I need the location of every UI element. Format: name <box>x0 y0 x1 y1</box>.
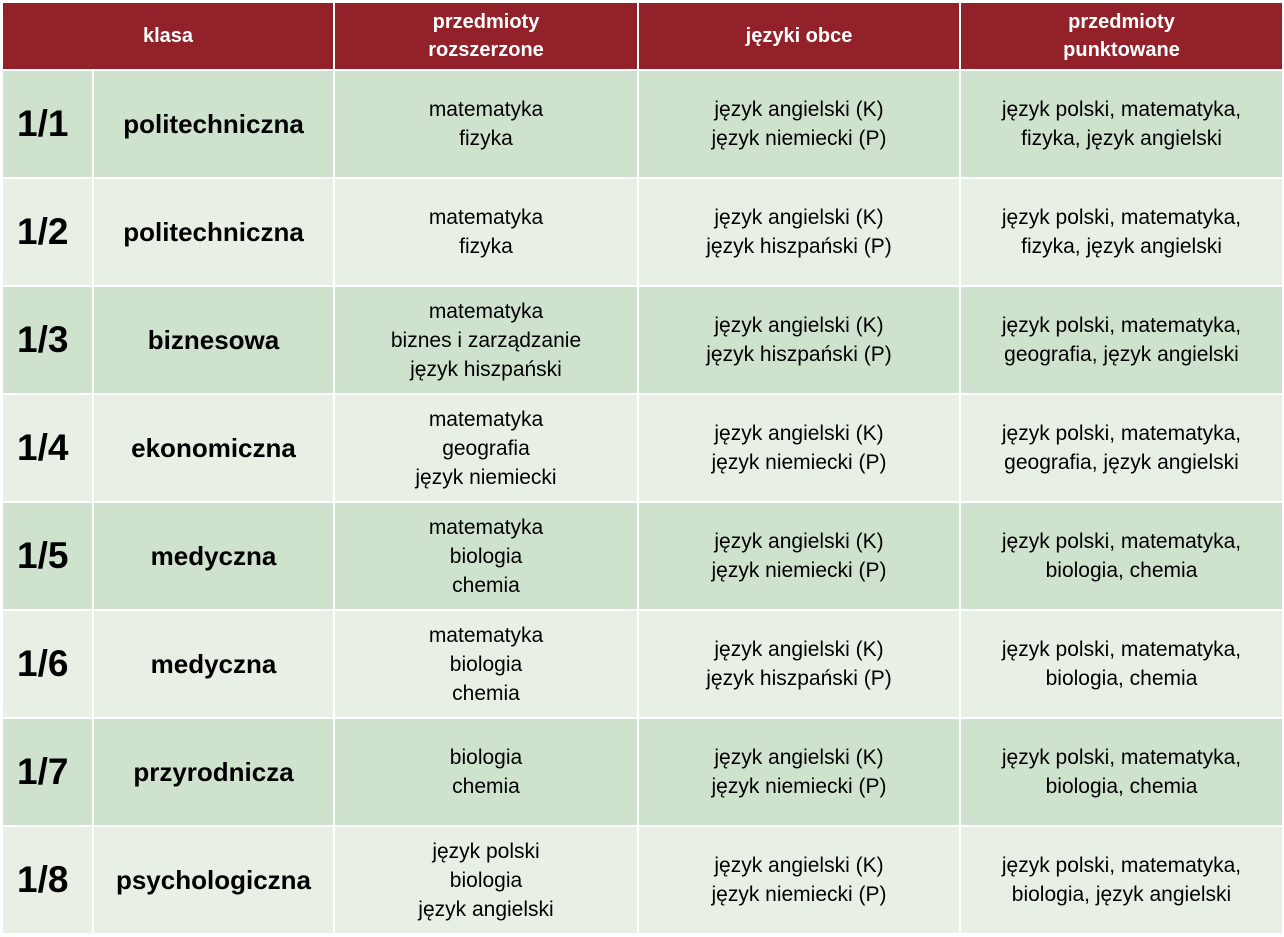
class-profile: politechniczna <box>93 70 334 178</box>
scored-subjects-cell <box>960 826 1283 934</box>
class-number: 1/7 <box>2 718 93 826</box>
extended-subject: matematyka <box>428 98 544 121</box>
extended-subject: język hiszpański <box>410 357 562 381</box>
foreign-language: język angielski (K) <box>714 422 884 445</box>
class-profile: medyczna <box>93 610 334 718</box>
scored-subjects-line: język polski, matematyka, <box>1001 422 1242 445</box>
scored-subjects-cell <box>960 502 1283 610</box>
extended-subject: chemia <box>452 573 520 597</box>
header-przedmioty-punktowane: przedmioty punktowane <box>960 2 1283 70</box>
scored-subjects-line: biologia, chemia <box>1045 559 1198 582</box>
scored-subjects-line: język polski, matematyka, <box>1001 854 1242 877</box>
table-row <box>2 178 1283 286</box>
extended-subject: matematyka <box>428 515 544 539</box>
extended-subject: fizyka <box>459 235 513 258</box>
foreign-language: język angielski (K) <box>714 206 884 229</box>
foreign-language: język angielski (K) <box>714 314 884 337</box>
foreign-languages-cell <box>638 502 960 610</box>
extended-subject: geografia <box>442 436 530 460</box>
foreign-language: język hiszpański (P) <box>706 667 892 690</box>
foreign-languages-cell <box>638 394 960 502</box>
extended-subjects-cell <box>334 826 638 934</box>
scored-subjects-line: język polski, matematyka, <box>1001 98 1242 121</box>
class-profile: przyrodnicza <box>93 718 334 826</box>
table-row <box>2 502 1283 610</box>
extended-subject: biologia <box>449 868 523 892</box>
extended-subject: biologia <box>449 652 523 676</box>
scored-subjects-line: język polski, matematyka, <box>1001 314 1242 337</box>
foreign-languages-cell <box>638 826 960 934</box>
class-number: 1/6 <box>2 610 93 718</box>
extended-subjects-cell <box>334 502 638 610</box>
extended-subject: język angielski <box>418 897 554 921</box>
class-profile: ekonomiczna <box>93 394 334 502</box>
extended-subject: biologia <box>449 746 523 769</box>
scored-subjects-line: biologia, chemia <box>1045 775 1198 798</box>
extended-subject: matematyka <box>428 299 544 323</box>
foreign-languages-cell <box>638 610 960 718</box>
header-klasa: klasa <box>2 2 334 70</box>
foreign-language: język hiszpański (P) <box>706 343 892 366</box>
scored-subjects-line: fizyka, język angielski <box>1021 127 1222 150</box>
foreign-language: język niemiecki (P) <box>711 451 887 474</box>
extended-subject: chemia <box>452 681 520 705</box>
scored-subjects-line: geografia, język angielski <box>1004 451 1239 474</box>
extended-subject: biznes i zarządzanie <box>390 328 582 352</box>
foreign-language: język angielski (K) <box>714 854 884 877</box>
table-header <box>2 2 1283 70</box>
scored-subjects-line: biologia, chemia <box>1045 667 1198 690</box>
scored-subjects-cell <box>960 718 1283 826</box>
extended-subjects-cell <box>334 70 638 178</box>
foreign-language: język niemiecki (P) <box>711 559 887 582</box>
foreign-language: język hiszpański (P) <box>706 235 892 258</box>
extended-subjects-cell <box>334 718 638 826</box>
table-row <box>2 826 1283 934</box>
foreign-languages-cell <box>638 718 960 826</box>
extended-subjects-cell <box>334 394 638 502</box>
class-number: 1/1 <box>2 70 93 178</box>
table-row <box>2 286 1283 394</box>
header-przedmioty-rozszerzone: przedmioty rozszerzone <box>334 2 638 70</box>
class-number: 1/3 <box>2 286 93 394</box>
extended-subject: matematyka <box>428 623 544 647</box>
scored-subjects-cell <box>960 610 1283 718</box>
foreign-language: język angielski (K) <box>714 530 884 553</box>
table-row <box>2 718 1283 826</box>
extended-subject: matematyka <box>428 206 544 229</box>
class-profiles-table <box>1 1 1284 935</box>
scored-subjects-line: biologia, język angielski <box>1011 883 1232 906</box>
class-profile: politechniczna <box>93 178 334 286</box>
extended-subjects-cell <box>334 286 638 394</box>
foreign-language: język angielski (K) <box>714 746 884 769</box>
extended-subject: chemia <box>452 775 520 798</box>
class-number: 1/2 <box>2 178 93 286</box>
foreign-languages-cell <box>638 286 960 394</box>
scored-subjects-cell <box>960 178 1283 286</box>
scored-subjects-cell <box>960 286 1283 394</box>
foreign-language: język niemiecki (P) <box>711 775 887 798</box>
class-profile: medyczna <box>93 502 334 610</box>
foreign-language: język niemiecki (P) <box>711 883 887 906</box>
header-jezyki-obce: języki obce <box>638 2 960 70</box>
extended-subject: matematyka <box>428 407 544 431</box>
extended-subject: język polski <box>432 839 540 863</box>
table-body <box>2 70 1283 934</box>
scored-subjects-line: język polski, matematyka, <box>1001 746 1242 769</box>
foreign-language: język angielski (K) <box>714 638 884 661</box>
scored-subjects-cell <box>960 394 1283 502</box>
extended-subject: język niemiecki <box>415 465 557 489</box>
foreign-language: język angielski (K) <box>714 98 884 121</box>
scored-subjects-line: geografia, język angielski <box>1004 343 1239 366</box>
foreign-language: język niemiecki (P) <box>711 127 887 150</box>
extended-subjects-cell <box>334 178 638 286</box>
class-profile: biznesowa <box>93 286 334 394</box>
class-number: 1/5 <box>2 502 93 610</box>
table-row <box>2 394 1283 502</box>
class-number: 1/8 <box>2 826 93 934</box>
scored-subjects-line: język polski, matematyka, <box>1001 530 1242 553</box>
scored-subjects-line: fizyka, język angielski <box>1021 235 1222 258</box>
table-row <box>2 70 1283 178</box>
scored-subjects-line: język polski, matematyka, <box>1001 206 1242 229</box>
extended-subject: fizyka <box>459 127 513 150</box>
scored-subjects-cell <box>960 70 1283 178</box>
extended-subject: biologia <box>449 544 523 568</box>
class-profile: psychologiczna <box>93 826 334 934</box>
scored-subjects-line: język polski, matematyka, <box>1001 638 1242 661</box>
foreign-languages-cell <box>638 178 960 286</box>
table-row <box>2 610 1283 718</box>
header-row <box>2 2 1283 70</box>
foreign-languages-cell <box>638 70 960 178</box>
extended-subjects-cell <box>334 610 638 718</box>
class-number: 1/4 <box>2 394 93 502</box>
